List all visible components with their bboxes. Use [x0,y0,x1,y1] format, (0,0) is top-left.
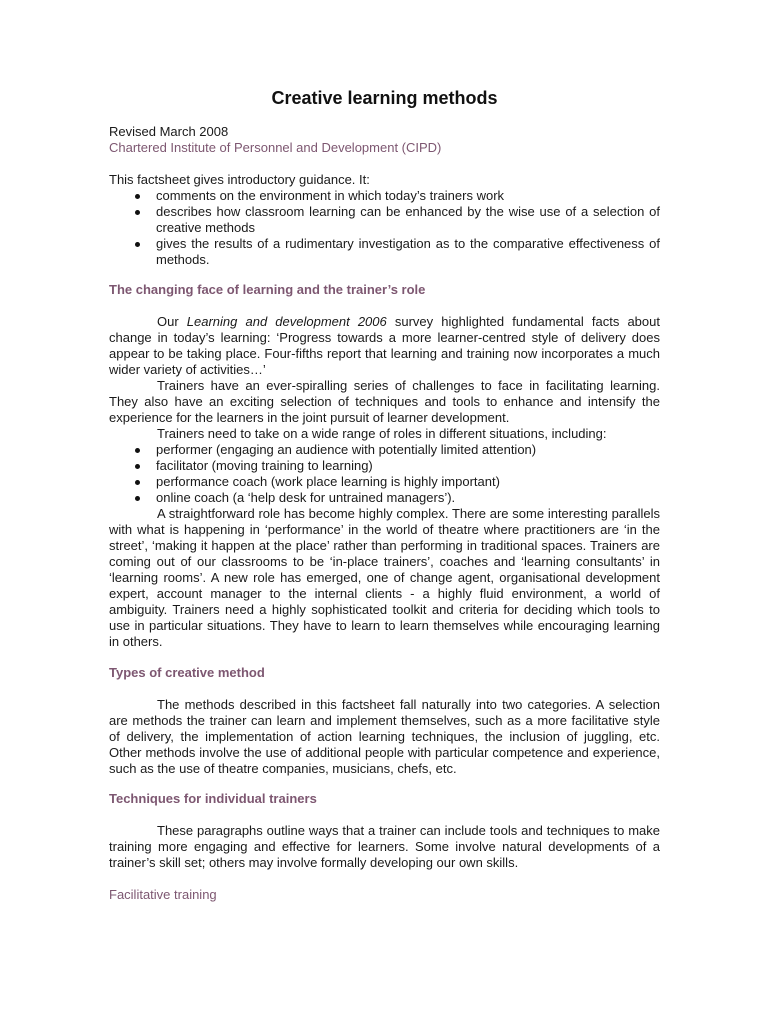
role-bullet: online coach (a ‘help desk for untrained managers’). [109,490,660,506]
section-heading-facilitative: Facilitative training [109,887,217,902]
intro-bullet: describes how classroom learning can be enhanced by the wise use of a selection of creative methods [109,204,660,236]
paragraph-survey-lead: Our [157,314,187,329]
intro-lead: This factsheet gives introductory guidance. It: [109,172,370,187]
roles-bullet-list [109,442,660,506]
section-heading-techniques: Techniques for individual trainers [109,791,317,806]
section-body-changing-face [109,314,660,650]
paragraph-techniques: These paragraphs outline ways that a trainer can include tools and techniques to make training more engaging and effective for learners. Some involve natural developments of a trainer’s skill set; others may involve formally developing our own skills. [109,823,660,870]
section-body-types [109,697,660,777]
section-heading-changing-face: The changing face of learning and the trainer’s role [109,282,426,297]
paragraph-survey [109,314,660,378]
document-meta [109,124,660,156]
paragraph-complex-role: A straightforward role has become highly complex. There are some interesting parallels with what is happening in ‘performance’ in the world of theatre where practitioners are ‘in the street’, ‘making it happen at the place’ rather than performing in traditional spaces. Trainers are coming out of our classrooms to be ‘in-place trainers’, coaches and ‘learning consultants’ in ‘learning rooms’. A new role has emerged, one of change agent, organisational development expert, account manager to the internal clients - a highly fluid environment, a world of ambiguity. Trainers need a highly sophisticated toolkit and criteria for deciding which tools to use in particular situations. They have to learn to learn themselves while encouraging learning in others. [109,506,660,649]
section-heading-types: Types of creative method [109,665,265,680]
paragraph-categories: The methods described in this factsheet fall naturally into two categories. A selection are methods the trainer can learn and implement themselves, such as a more facilitative style of delivery, the implementation of action learning techniques, the inclusion of juggling, etc. Other methods involve the use of additional people with particular competence and experience, such as the use of theatre companies, musicians, chefs, etc. [109,697,660,776]
role-bullet: performer (engaging an audience with potentially limited attention) [109,442,660,458]
paragraph-roles-intro: Trainers need to take on a wide range of roles in different situations, including: [157,426,607,441]
organisation-name: Chartered Institute of Personnel and Development (CIPD) [109,140,442,155]
revision-date: Revised March 2008 [109,124,229,139]
intro-bullet: comments on the environment in which today’s trainers work [109,188,660,204]
intro-section [109,172,660,268]
paragraph-survey-rest: survey highlighted fundamental facts about change in today’s learning: ‘Progress towards a more learner-centred style of delivery does appear to be taking place. Four-fifths report that learning and training now incorporates a much wider variety of activities…’ [109,314,660,377]
paragraph-challenges: Trainers have an ever-spiralling series of challenges to face in facilitating learning. They also have an exciting selection of techniques and tools to enhance and intensify the experience for the learners in the joint pursuit of learner development. [109,378,660,425]
survey-title: Learning and development 2006 [186,314,387,329]
intro-bullet-list [109,188,660,268]
intro-bullet: gives the results of a rudimentary investigation as to the comparative effectiveness of methods. [109,236,660,268]
role-bullet: performance coach (work place learning is highly important) [109,474,660,490]
page-title: Creative learning methods [271,88,498,108]
section-body-techniques [109,823,660,871]
role-bullet: facilitator (moving training to learning) [109,458,660,474]
